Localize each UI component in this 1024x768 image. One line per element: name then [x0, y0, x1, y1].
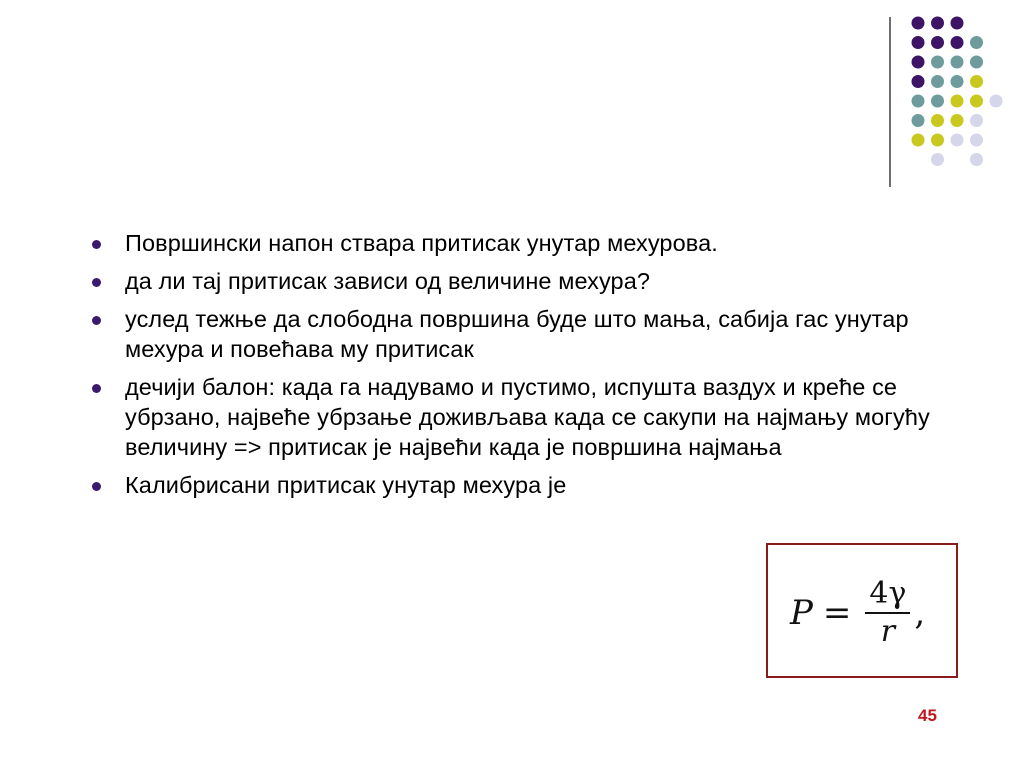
decorative-dot: [931, 75, 944, 88]
decorative-dot: [931, 17, 944, 30]
decorative-dot: [912, 56, 925, 69]
decorative-dot: [970, 153, 983, 166]
formula-equals: =: [822, 592, 852, 633]
bullet-text: Површински напон ствара притисак унутар мехурова.: [125, 230, 718, 256]
bullet-item: [92, 266, 952, 296]
decorative-dot: [931, 36, 944, 49]
formula-lhs: P: [790, 592, 813, 633]
decorative-dot: [912, 134, 925, 147]
vertical-divider: [889, 17, 891, 187]
decorative-dot: [951, 95, 964, 108]
decorative-dot: [970, 95, 983, 108]
decorative-dot: [951, 75, 964, 88]
decorative-dot: [951, 17, 964, 30]
formula-box: [766, 543, 958, 678]
decorative-dot: [931, 95, 944, 108]
decorative-dot: [951, 36, 964, 49]
formula-numerator: 4γ: [869, 575, 907, 611]
decorative-dot: [951, 56, 964, 69]
decorative-dot: [970, 36, 983, 49]
bullet-list: [92, 228, 952, 508]
formula-denominator: r: [880, 613, 896, 649]
decorative-dot: [970, 75, 983, 88]
bullet-item: [92, 304, 952, 364]
bullet-text: да ли тај притисак зависи од величине мехура?: [125, 268, 651, 294]
bullet-text: услед тежње да слободна површина буде што мања, сабија гас унутар мехура и повећава му притисак: [125, 306, 909, 362]
decorative-dot: [990, 95, 1003, 108]
decorative-dot: [951, 114, 964, 127]
decorative-dot: [970, 134, 983, 147]
bullet-icon: [92, 278, 101, 287]
bullet-item: [92, 470, 952, 500]
bullet-text: Калибрисани притисак унутар мехура је: [125, 472, 567, 498]
decorative-dot: [912, 36, 925, 49]
decorative-dot-grid: [0, 0, 1024, 200]
page-number: 45: [918, 706, 937, 725]
decorative-dot: [912, 75, 925, 88]
decorative-dot: [970, 114, 983, 127]
decorative-dot: [912, 95, 925, 108]
bullet-icon: [92, 482, 101, 491]
bullet-item: [92, 228, 952, 258]
decorative-dot: [951, 134, 964, 147]
decorative-dot: [931, 153, 944, 166]
pressure-formula: [790, 545, 925, 680]
formula-trailing: ,: [914, 592, 926, 633]
bullet-item: [92, 372, 952, 462]
decorative-dot: [931, 56, 944, 69]
decorative-dot: [912, 17, 925, 30]
decorative-dot: [931, 134, 944, 147]
bullet-icon: [92, 316, 101, 325]
bullet-text: дечији балон: када га надувамо и пустимо, испушта ваздух и креће се убрзано, највеће убрзање доживљава када се сакупи на најмању могућу величину => притисак је највећи када је површина најмања: [125, 374, 930, 460]
bullet-icon: [92, 240, 101, 249]
decorative-dot: [931, 114, 944, 127]
decorative-dot: [912, 114, 925, 127]
decorative-dot: [970, 56, 983, 69]
bullet-icon: [92, 384, 101, 393]
formula-fraction: [865, 576, 910, 650]
